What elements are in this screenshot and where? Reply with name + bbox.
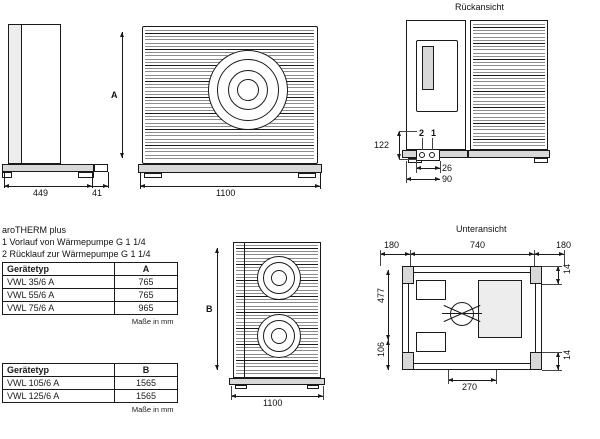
table-b-row1-type: VWL 125/6 A	[3, 390, 115, 403]
dim-B-line	[217, 248, 218, 370]
dim-41-ext-right	[108, 172, 109, 188]
table-a-wrap	[2, 262, 178, 328]
bottom-view-component-left2	[416, 332, 446, 352]
dim-449-ext-left	[4, 172, 5, 188]
tall-view-side-panel	[233, 242, 245, 378]
dim-477-label: 477	[376, 288, 386, 304]
table-a	[2, 262, 178, 328]
table-b-header-row	[3, 364, 178, 377]
bottom-view	[378, 236, 600, 431]
dim-14-top-ext-b	[542, 284, 562, 285]
dim-14-bottom-ext-a	[542, 352, 562, 353]
tall-view-fan-bottom-inner	[271, 328, 287, 344]
table-a-row0-type: VWL 35/6 A	[3, 276, 115, 289]
dim-B-label: B	[206, 304, 213, 314]
bottom-view-bracket-bl	[402, 352, 414, 370]
dim-477-line	[388, 270, 389, 340]
table-row	[3, 377, 178, 390]
front-view-base	[138, 164, 322, 173]
bottom-view-fan-blade-c	[442, 313, 482, 314]
table-a-row0-value: 765	[115, 276, 178, 289]
dim-449-line	[4, 186, 92, 187]
dim-740-line	[410, 254, 534, 255]
table-a-row2-value: 965	[115, 302, 178, 315]
table-a-header-a: A	[115, 263, 178, 276]
side-view-base	[2, 164, 94, 172]
table-b-wrap	[2, 363, 178, 416]
table-b-row0-type: VWL 105/6 A	[3, 377, 115, 390]
dim-180-left-label: 180	[384, 240, 400, 250]
table-b-header-b: B	[115, 364, 178, 377]
table-a-note-row	[3, 315, 178, 328]
tall-view-fan-top-inner	[271, 270, 287, 286]
table-a-row1-value: 765	[115, 289, 178, 302]
tall-view-foot-left	[235, 385, 247, 389]
rear-view-control-panel	[422, 46, 434, 90]
table-row	[3, 390, 178, 403]
dim-26-ext-right	[440, 161, 441, 173]
rear-view-grille	[473, 24, 545, 146]
rear-callout-2: 2	[419, 128, 425, 138]
table-a-note: Maße in mm	[3, 315, 178, 328]
table-a-header-row	[3, 263, 178, 276]
dim-122-ext-top	[399, 131, 417, 132]
rear-callout-1: 1	[431, 128, 437, 138]
dim-A-label: A	[111, 90, 118, 100]
table-a-row1-type: VWL 55/6 A	[3, 289, 115, 302]
legend	[2, 224, 202, 260]
dim-270-ext-right	[496, 370, 497, 384]
dim-740-label: 740	[470, 240, 486, 250]
front-view-foot-left	[144, 173, 162, 178]
rear-view-connection-1	[429, 152, 435, 158]
dim-tall-1100-label: 1100	[263, 398, 283, 408]
dim-tall-1100-ext-left	[231, 386, 232, 400]
side-view-foot-right	[94, 164, 108, 172]
dim-270-ext-left	[448, 370, 449, 384]
table-b-note: Maße in mm	[3, 403, 178, 416]
front-view	[111, 14, 328, 198]
dim-A-arrow-down	[120, 153, 124, 158]
table-a-row2-type: VWL 75/6 A	[3, 302, 115, 315]
dim-106-arrow-up	[386, 340, 390, 345]
rear-view-right-foot	[534, 158, 548, 163]
dim-180-right-label: 180	[556, 240, 572, 250]
bottom-view-component-left	[416, 280, 446, 300]
dim-A-line	[122, 32, 123, 158]
dim-1100-ext-right	[320, 173, 321, 189]
dim-270-line	[448, 380, 496, 381]
table-row	[3, 276, 178, 289]
bottom-view-compressor-area	[478, 280, 522, 338]
rear-view-title: Rückansicht	[455, 2, 505, 12]
dim-106-arrow-down	[386, 365, 390, 370]
front-view-fan-hub	[237, 79, 259, 101]
legend-product: aroTHERM plus	[2, 225, 67, 235]
table-row	[3, 289, 178, 302]
bottom-view-bracket-tl	[402, 266, 414, 284]
dim-14-bottom-ext-b	[542, 370, 562, 371]
table-b-note-row	[3, 403, 178, 416]
dim-B-arrow-up	[215, 248, 219, 253]
rear-view	[374, 16, 598, 196]
tall-front-view	[205, 236, 365, 408]
rear-view-connection-2	[419, 152, 425, 158]
dim-1100-label: 1100	[216, 188, 236, 198]
dim-tall-1100-ext-right	[323, 386, 324, 400]
dim-26-label: 26	[442, 163, 453, 173]
side-view	[0, 14, 120, 198]
dim-477-arrow-up	[386, 270, 390, 275]
dim-41-label: 41	[92, 188, 103, 198]
bottom-view-bracket-tr	[530, 266, 542, 284]
rear-view-right-base	[468, 150, 550, 158]
dim-90-ext-left	[406, 161, 407, 183]
dim-bottom-ext-1	[410, 250, 411, 266]
dim-14-bottom-label: 14	[562, 350, 572, 361]
dim-122-ext-bottom	[399, 159, 417, 160]
rear-callout-2-leader	[422, 138, 423, 150]
dim-90-arrow-right	[435, 177, 440, 181]
bottom-view-bracket-br	[530, 352, 542, 370]
dim-449-label: 449	[33, 188, 49, 198]
table-a-header-geraetetyp: Gerätetyp	[3, 263, 115, 276]
table-row	[3, 302, 178, 315]
tall-view-base	[229, 378, 325, 385]
dim-1100-line	[140, 186, 320, 187]
bottom-view-title: Unteransicht	[456, 224, 507, 234]
legend-line-1: 1 Vorlauf von Wärmepumpe G 1 1/4	[2, 237, 146, 247]
dim-bottom-ext-0	[380, 250, 381, 266]
dim-270-label: 270	[462, 382, 478, 392]
tall-view-foot-right	[307, 385, 319, 389]
dim-106-label: 106	[376, 342, 386, 358]
front-view-foot-right	[298, 173, 316, 178]
table-b-row0-value: 1565	[115, 377, 178, 390]
dim-122-label: 122	[374, 140, 390, 150]
side-view-inner-line	[60, 24, 86, 164]
table-b-row1-value: 1565	[115, 390, 178, 403]
dim-14-top-label: 14	[562, 264, 572, 275]
dim-1100-ext-left	[140, 173, 141, 189]
table-b	[2, 363, 178, 416]
dim-14-top-ext-a	[542, 266, 562, 267]
dim-B-arrow-down	[215, 365, 219, 370]
legend-line-2: 2 Rücklauf zur Wärmepumpe G 1 1/4	[2, 249, 151, 259]
table-b-header-geraetetyp: Gerätetyp	[3, 364, 115, 377]
rear-callout-1-leader	[432, 138, 433, 150]
dim-bottom-ext-2	[534, 250, 535, 266]
dim-90-label: 90	[442, 174, 453, 184]
dim-A-arrow-up	[120, 32, 124, 37]
dim-tall-1100-line	[231, 396, 323, 397]
side-view-panel	[8, 24, 22, 164]
dim-26-ext-left	[416, 161, 417, 173]
